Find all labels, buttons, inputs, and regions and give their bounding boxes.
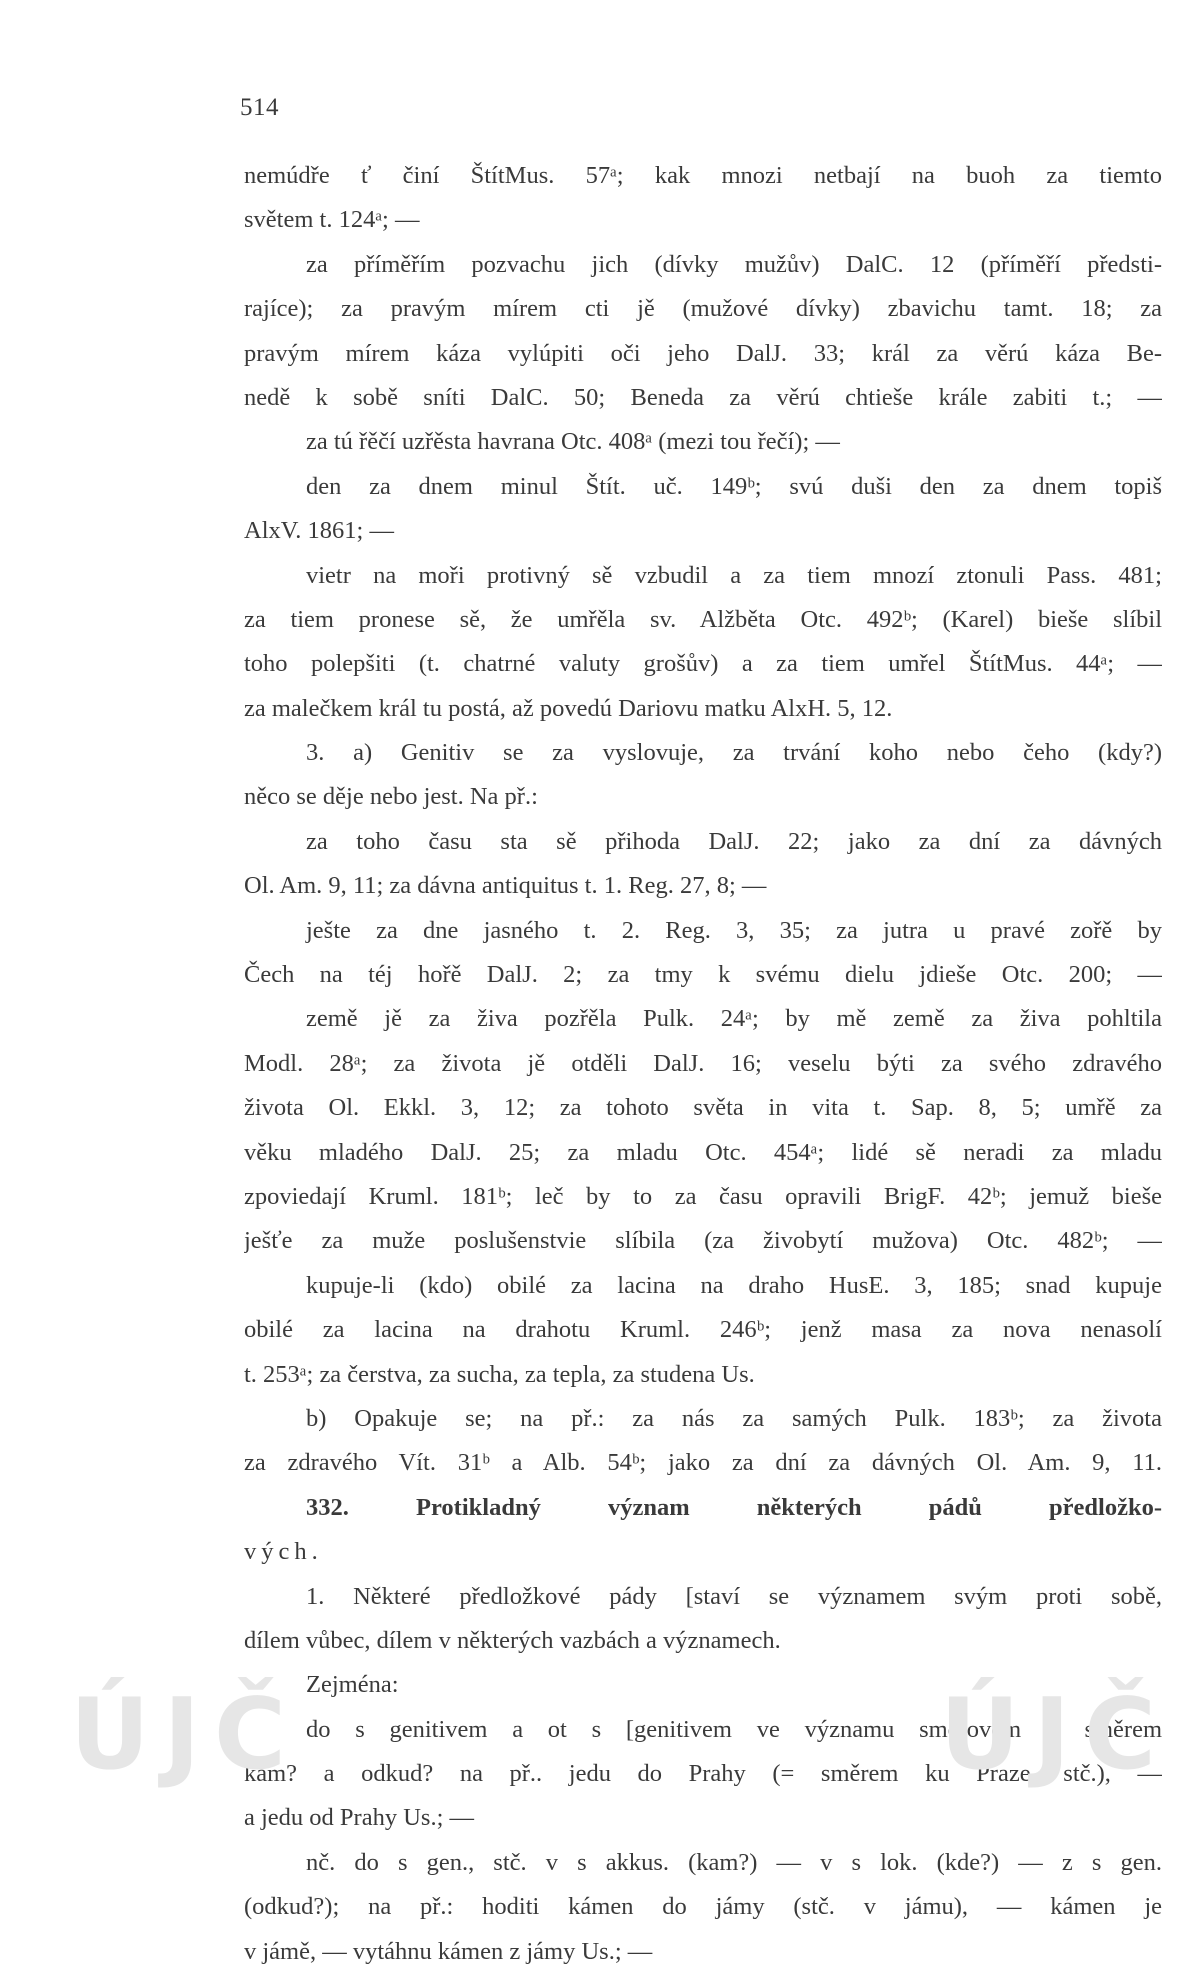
text-line: světem t. 124ᵃ; —: [244, 206, 420, 234]
text-line: v jámě, — vytáhnu kámen z jámy Us.; —: [244, 1937, 653, 1965]
text-line: za tiem pronese sě, že umřěla sv. Alžběta Otc. 492ᵇ; (Karel) bieše slíbil: [244, 605, 1162, 633]
text-line: za tú řěčí uzřěsta havrana Otc. 408ᵃ (mezi tou řečí); —: [306, 428, 840, 456]
text-line: nedě k sobě sníti DalC. 50; Beneda za věrú chtieše krále zabiti t.; —: [244, 383, 1162, 411]
page-number: 514: [240, 94, 279, 121]
watermark-logo-right: ÚJČ: [940, 1678, 1170, 1792]
text-line: 1. Některé předložkové pády [staví se významem svým proti sobě,: [306, 1582, 1162, 1610]
watermark-logo-left: ÚJČ: [70, 1678, 300, 1792]
text-line: za zdravého Vít. 31ᵇ a Alb. 54ᵇ; jako za dní za dávných Ol. Am. 9, 11.: [244, 1449, 1162, 1477]
section-heading-332: 332. Protikladný význam některých pádů předložko-: [306, 1493, 1162, 1521]
text-line: obilé za lacina na drahotu Kruml. 246ᵇ; jenž masa za nova nenasolí: [244, 1316, 1162, 1344]
text-line: za malečkem král tu postá, až povedú Dariovu matku AlxH. 5, 12.: [244, 694, 893, 722]
text-line: kupuje-li (kdo) obilé za lacina na draho HusE. 3, 185; snad kupuje: [306, 1271, 1162, 1299]
section-heading-3a: 3. a) Genitiv se za vyslovuje, za trvání koho nebo čeho (kdy?): [306, 739, 1162, 767]
text-line: země jě za živa pozřěla Pulk. 24ᵃ; by mě země za živa pohltila: [306, 1005, 1162, 1033]
text-line: (odkud?); na př.: hoditi kámen do jámy (stč. v jámu), — kámen je: [244, 1893, 1162, 1921]
section-heading-b: b) Opakuje se; na př.: za nás za samých Pulk. 183ᵇ; za života: [306, 1404, 1162, 1432]
text-line: Čech na téj hořě DalJ. 2; za tmy k svému dielu jdieše Otc. 200; —: [244, 961, 1162, 989]
text-line: nč. do s gen., stč. v s akkus. (kam?) — v s lok. (kde?) — z s gen.: [306, 1848, 1162, 1876]
text-line: něco se děje nebo jest. Na př.:: [244, 783, 538, 811]
text-line: života Ol. Ekkl. 3, 12; za tohoto světa in vita t. Sap. 8, 5; umřě za: [244, 1094, 1162, 1122]
text-line: toho polepšiti (t. chatrné valuty grošův) a za tiem umřel ŠtítMus. 44ᵃ; —: [244, 650, 1162, 678]
text-line: AlxV. 1861; —: [244, 517, 394, 545]
text-line: a jedu od Prahy Us.; —: [244, 1804, 474, 1832]
text-line: za toho času sta sě přihoda DalJ. 22; jako za dní za dávných: [306, 827, 1162, 855]
text-line: do s genitivem a ot s [genitivem ve významu směrovém = směrem: [306, 1715, 1162, 1743]
text-line: vých.: [244, 1538, 323, 1566]
text-line: Zejména:: [306, 1671, 399, 1699]
text-line: rajíce); za pravým mírem cti jě (mužové dívky) zbavichu tamt. 18; za: [244, 295, 1162, 323]
text-line: dílem vůbec, dílem v některých vazbách a významech.: [244, 1626, 781, 1654]
text-line: ješte za dne jasného t. 2. Reg. 3, 35; za jutra u pravé zořě by: [306, 916, 1162, 944]
text-line: t. 253ᵃ; za čerstva, za sucha, za tepla, za studena Us.: [244, 1360, 755, 1388]
text-line: Ol. Am. 9, 11; za dávna antiquitus t. 1. Reg. 27, 8; —: [244, 872, 767, 900]
text-line: nemúdře ť činí ŠtítMus. 57ᵃ; kak mnozi netbají na buoh za tiemto: [244, 162, 1162, 189]
text-line: vietr na moři protivný sě vzbudil a za tiem mnozí ztonuli Pass. 481;: [306, 561, 1162, 589]
text-line: věku mladého DalJ. 25; za mladu Otc. 454ᵃ; lidé sě neradi za mladu: [244, 1138, 1162, 1166]
text-line: za příměřím pozvachu jich (dívky mužův) DalC. 12 (příměří předsti-: [306, 250, 1162, 278]
text-line: den za dnem minul Štít. uč. 149ᵇ; svú duši den za dnem topiš: [306, 472, 1162, 500]
text-line: pravým mírem káza vylúpiti oči jeho DalJ. 33; král za věrú káza Be-: [244, 339, 1162, 367]
text-line: zpoviedají Kruml. 181ᵇ; leč by to za času opravili BrigF. 42ᵇ; jemuž bieše: [244, 1182, 1162, 1210]
text-line: Modl. 28ᵃ; za života jě otděli DalJ. 16; veselu býti za svého zdravého: [244, 1049, 1162, 1077]
text-line: ješťe za muže poslušenstvie slíbila (za živobytí mužova) Otc. 482ᵇ; —: [244, 1227, 1162, 1255]
text-line: kam? a odkud? na př.. jedu do Prahy (= směrem ku Praze, stč.), —: [244, 1760, 1162, 1788]
